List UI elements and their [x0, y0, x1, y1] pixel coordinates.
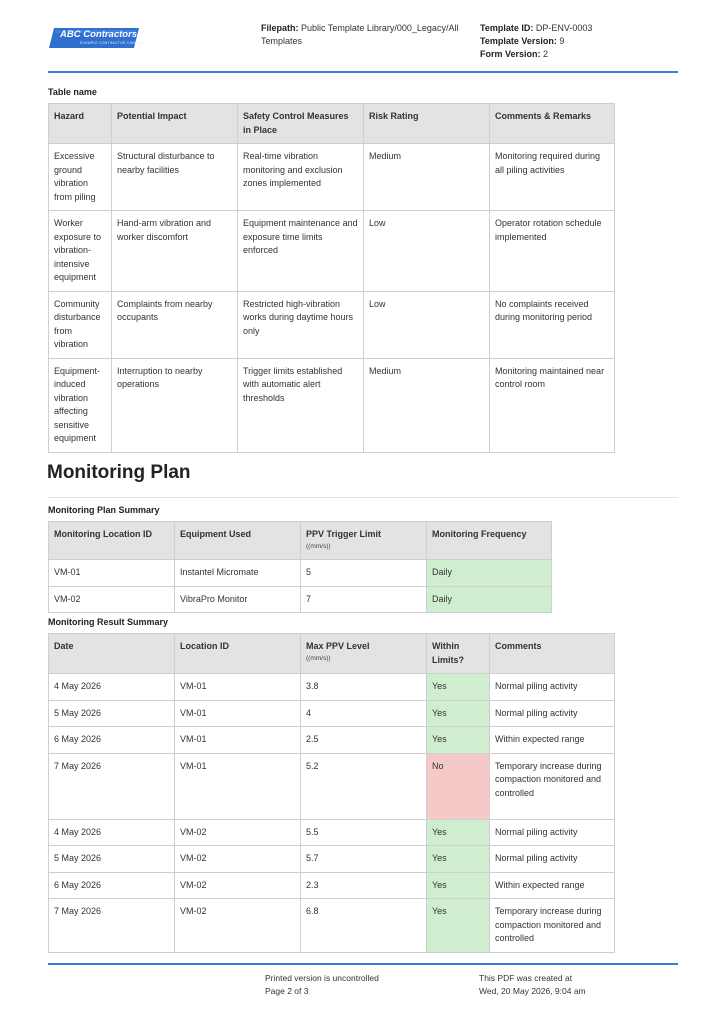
template-version: Template Version: 9 — [480, 36, 565, 46]
table-name: Table name — [48, 87, 97, 97]
page-header — [0, 0, 725, 74]
table-cell: VM-01 — [175, 700, 301, 727]
table-cell: 5 — [301, 560, 427, 587]
table-row — [49, 846, 615, 873]
status-cell: Yes — [427, 872, 490, 899]
table-cell: 6 May 2026 — [49, 727, 175, 754]
table-cell: No complaints received during monitoring period — [490, 291, 615, 358]
table-cell: Hand-arm vibration and worker discomfort — [112, 211, 238, 292]
result-summary-title: Monitoring Result Summary — [48, 617, 169, 627]
footer-print-info — [265, 972, 379, 998]
table-cell: Normal piling activity — [490, 846, 615, 873]
table-cell: Daily — [427, 586, 552, 613]
table-cell: 6.8 — [301, 899, 427, 953]
template-id: Template ID: DP-ENV-0003 — [480, 23, 593, 33]
table-cell: Worker exposure to vibration-intensive equipment — [49, 211, 112, 292]
table-cell: VM-01 — [175, 753, 301, 819]
table-cell: VM-02 — [175, 846, 301, 873]
section-divider — [48, 497, 678, 498]
table-cell: 5.7 — [301, 846, 427, 873]
monitoring-plan-table — [48, 521, 552, 613]
company-logo — [48, 27, 146, 49]
column-header: Risk Rating — [364, 104, 490, 144]
column-header: PPV Trigger Limit ((mm/s)) — [301, 522, 427, 560]
table-row — [49, 674, 615, 701]
table-cell: 5 May 2026 — [49, 700, 175, 727]
status-cell: Yes — [427, 899, 490, 953]
form-version: Form Version: 2 — [480, 49, 549, 59]
table-cell: Low — [364, 291, 490, 358]
table-cell: 3.8 — [301, 674, 427, 701]
table-row — [49, 727, 615, 754]
table-cell: Normal piling activity — [490, 700, 615, 727]
section-heading: Monitoring Plan — [47, 462, 191, 483]
table-cell: Temporary increase during compaction monitored and controlled — [490, 899, 615, 953]
template-meta — [480, 22, 592, 61]
created-label: This PDF was created at — [479, 973, 573, 983]
column-header: Monitoring Location ID — [49, 522, 175, 560]
table-cell: VM-02 — [175, 872, 301, 899]
table-cell: VM-01 — [175, 674, 301, 701]
table-row — [49, 291, 615, 358]
hazard-table — [48, 103, 615, 453]
table-cell: VM-01 — [49, 560, 175, 587]
table-cell: 4 — [301, 700, 427, 727]
table-cell: Interruption to nearby operations — [112, 358, 238, 452]
column-header: Date — [49, 634, 175, 674]
table-row — [49, 560, 552, 587]
table-cell: Within expected range — [490, 872, 615, 899]
table-cell: Restricted high-vibration works during daytime hours only — [238, 291, 364, 358]
filepath — [261, 22, 461, 48]
table-cell: Community disturbance from vibration — [49, 291, 112, 358]
table-cell: Structural disturbance to nearby facilities — [112, 144, 238, 211]
column-header: Hazard — [49, 104, 112, 144]
status-cell: No — [427, 753, 490, 819]
table-cell: 2.5 — [301, 727, 427, 754]
table-cell: Monitoring required during all piling activities — [490, 144, 615, 211]
table-cell: 5.5 — [301, 819, 427, 846]
table-cell: 5.2 — [301, 753, 427, 819]
status-cell: Yes — [427, 700, 490, 727]
column-header: Location ID — [175, 634, 301, 674]
unit-label: ((mm/s)) — [306, 654, 331, 662]
column-header: Potential Impact — [112, 104, 238, 144]
logo-subtitle: EXAMPLE CONTRACTOR COMPANY — [80, 41, 146, 45]
table-row — [49, 899, 615, 953]
status-cell: Yes — [427, 727, 490, 754]
table-cell: VM-02 — [49, 586, 175, 613]
table-cell: 4 May 2026 — [49, 674, 175, 701]
status-cell: Yes — [427, 846, 490, 873]
table-row — [49, 872, 615, 899]
table-cell: 2.3 — [301, 872, 427, 899]
column-header: Monitoring Frequency — [427, 522, 552, 560]
header-divider — [48, 71, 678, 73]
table-cell: Within expected range — [490, 727, 615, 754]
table-cell: 7 — [301, 586, 427, 613]
table-cell: Monitoring maintained near control room — [490, 358, 615, 452]
monitoring-result-table — [48, 633, 615, 953]
created-timestamp: Wed, 20 May 2026, 9:04 am — [479, 986, 586, 996]
table-row — [49, 819, 615, 846]
table-cell: VibraPro Monitor — [175, 586, 301, 613]
table-cell: Operator rotation schedule implemented — [490, 211, 615, 292]
table-row — [49, 144, 615, 211]
unit-label: ((mm/s)) — [306, 542, 331, 550]
logo-title: ABC Contractors — [60, 29, 138, 40]
table-cell: Complaints from nearby occupants — [112, 291, 238, 358]
table-header-row — [49, 104, 615, 144]
column-header: Max PPV Level ((mm/s)) — [301, 634, 427, 674]
table-cell: VM-02 — [175, 899, 301, 953]
filepath-value: Public Template Library/000_Legacy/All Templates — [261, 23, 459, 46]
page-number: Page 2 of 3 — [265, 986, 309, 996]
table-row — [49, 700, 615, 727]
status-cell: Yes — [427, 819, 490, 846]
table-header-row — [49, 634, 615, 674]
table-cell: Normal piling activity — [490, 819, 615, 846]
table-cell: Temporary increase during compaction monitored and controlled — [490, 753, 615, 819]
column-header: Within Limits? — [427, 634, 490, 674]
uncontrolled-notice: Printed version is uncontrolled — [265, 973, 379, 983]
table-cell: 7 May 2026 — [49, 753, 175, 819]
table-cell: 6 May 2026 — [49, 872, 175, 899]
table-cell: 4 May 2026 — [49, 819, 175, 846]
table-cell: Equipment maintenance and exposure time limits enforced — [238, 211, 364, 292]
column-header: Safety Control Measures in Place — [238, 104, 364, 144]
plan-summary-title: Monitoring Plan Summary — [48, 505, 160, 515]
table-cell: 5 May 2026 — [49, 846, 175, 873]
table-cell: Medium — [364, 358, 490, 452]
table-cell: Trigger limits established with automatic alert thresholds — [238, 358, 364, 452]
table-cell: Real-time vibration monitoring and exclusion zones implemented — [238, 144, 364, 211]
table-header-row — [49, 522, 552, 560]
footer-created-info — [479, 972, 586, 998]
table-cell: Daily — [427, 560, 552, 587]
table-cell: Equipment-induced vibration affecting sensitive equipment — [49, 358, 112, 452]
table-row — [49, 211, 615, 292]
table-cell: Excessive ground vibration from piling — [49, 144, 112, 211]
column-header: Comments & Remarks — [490, 104, 615, 144]
status-cell: Yes — [427, 674, 490, 701]
column-header: Comments — [490, 634, 615, 674]
table-row — [49, 753, 615, 819]
table-cell: Normal piling activity — [490, 674, 615, 701]
column-header: Equipment Used — [175, 522, 301, 560]
table-cell: Medium — [364, 144, 490, 211]
table-cell: 7 May 2026 — [49, 899, 175, 953]
table-row — [49, 586, 552, 613]
footer-divider — [48, 963, 678, 965]
table-cell: VM-01 — [175, 727, 301, 754]
table-cell: VM-02 — [175, 819, 301, 846]
table-cell: Instantel Micromate — [175, 560, 301, 587]
filepath-label: Filepath: — [261, 23, 299, 33]
table-cell: Low — [364, 211, 490, 292]
table-row — [49, 358, 615, 452]
